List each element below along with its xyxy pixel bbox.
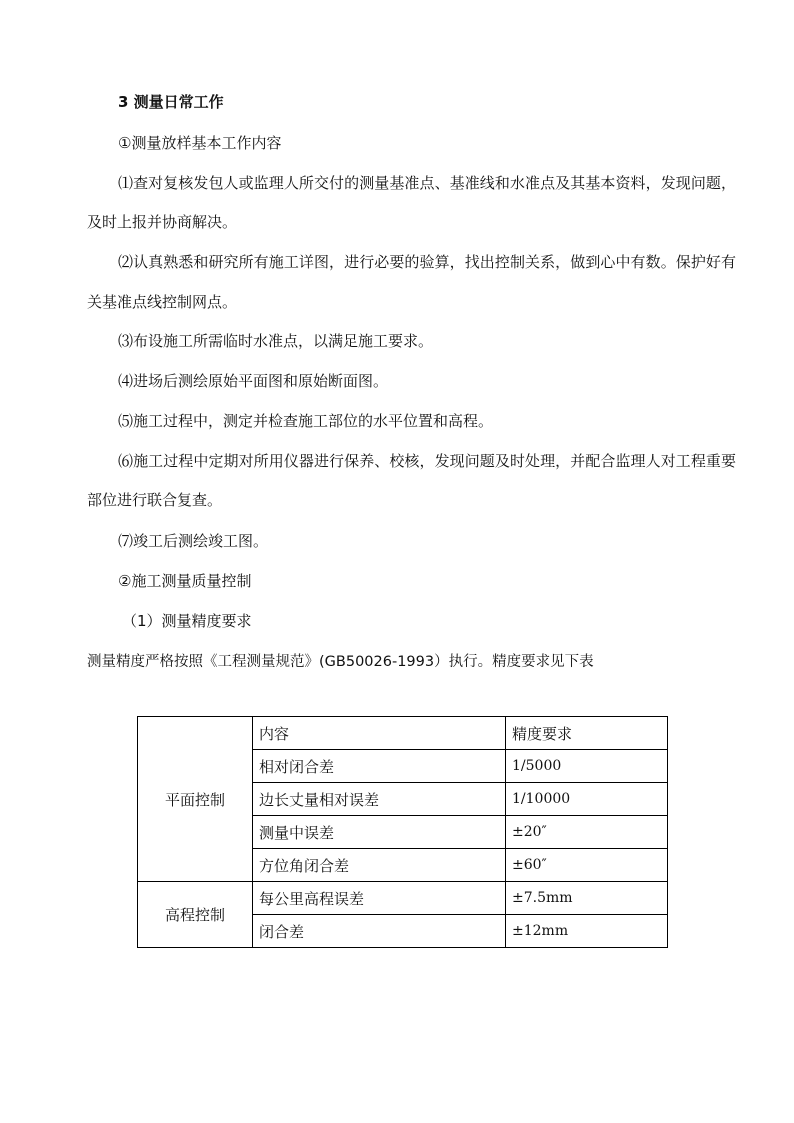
precision-table: [137, 716, 668, 948]
table-cell: 方位角闭合差: [253, 849, 506, 882]
header-cell: 内容: [253, 717, 506, 750]
paragraph-line: ⑴查对复核发包人或监理人所交付的测量基准点、基准线和水准点及其基本资料，发现问题，: [118, 174, 736, 192]
paragraph-line: ⑷进场后测绘原始平面图和原始断面图。: [118, 372, 389, 390]
paragraph-line: ⑹施工过程中定期对所用仪器进行保养、校核，发现问题及时处理，并配合监理人对工程重要: [118, 452, 736, 470]
paragraph-line: 关基准点线控制网点。: [87, 293, 238, 311]
table-header-row: [138, 717, 668, 750]
subsection-title: ②施工测量质量控制: [118, 572, 252, 590]
table-cell: 每公里高程误差: [253, 882, 506, 915]
paragraph-line: ⑺竣工后测绘竣工图。: [118, 532, 269, 550]
table-cell: ±7.5mm: [506, 882, 668, 915]
table-cell: 1/5000: [506, 750, 668, 783]
paragraph-line: ⑵认真熟悉和研究所有施工详图，进行必要的验算，找出控制关系，做到心中有数。保护好有: [118, 253, 736, 271]
paragraph-line: ⑸施工过程中，测定并检查施工部位的水平位置和高程。: [118, 412, 494, 430]
table-cell: 闭合差: [253, 915, 506, 948]
paragraph-line: 部位进行联合复查。: [87, 491, 223, 509]
header-cell: 精度要求: [506, 717, 668, 750]
table-cell: 测量中误差: [253, 816, 506, 849]
precision-text: 测量精度严格按照《工程测量规范》(GB50026-1993）执行。精度要求见下表: [87, 654, 594, 670]
group-name: 平面控制: [138, 717, 253, 882]
precision-heading: （1）测量精度要求: [122, 612, 252, 630]
table-cell: ±12mm: [506, 915, 668, 948]
section-title: 3 测量日常工作: [118, 93, 224, 111]
table-cell: 1/10000: [506, 783, 668, 816]
paragraph-line: ⑶布设施工所需临时水准点，以满足施工要求。: [118, 332, 434, 350]
table-cell: ±20″: [506, 816, 668, 849]
group-name: 高程控制: [138, 882, 253, 948]
table-cell: 相对闭合差: [253, 750, 506, 783]
table-cell: ±60″: [506, 849, 668, 882]
paragraph-line: 及时上报并协商解决。: [87, 213, 238, 231]
subsection-title: ①测量放样基本工作内容: [118, 134, 282, 152]
table-cell: 边长丈量相对误差: [253, 783, 506, 816]
table-row: [138, 882, 668, 915]
